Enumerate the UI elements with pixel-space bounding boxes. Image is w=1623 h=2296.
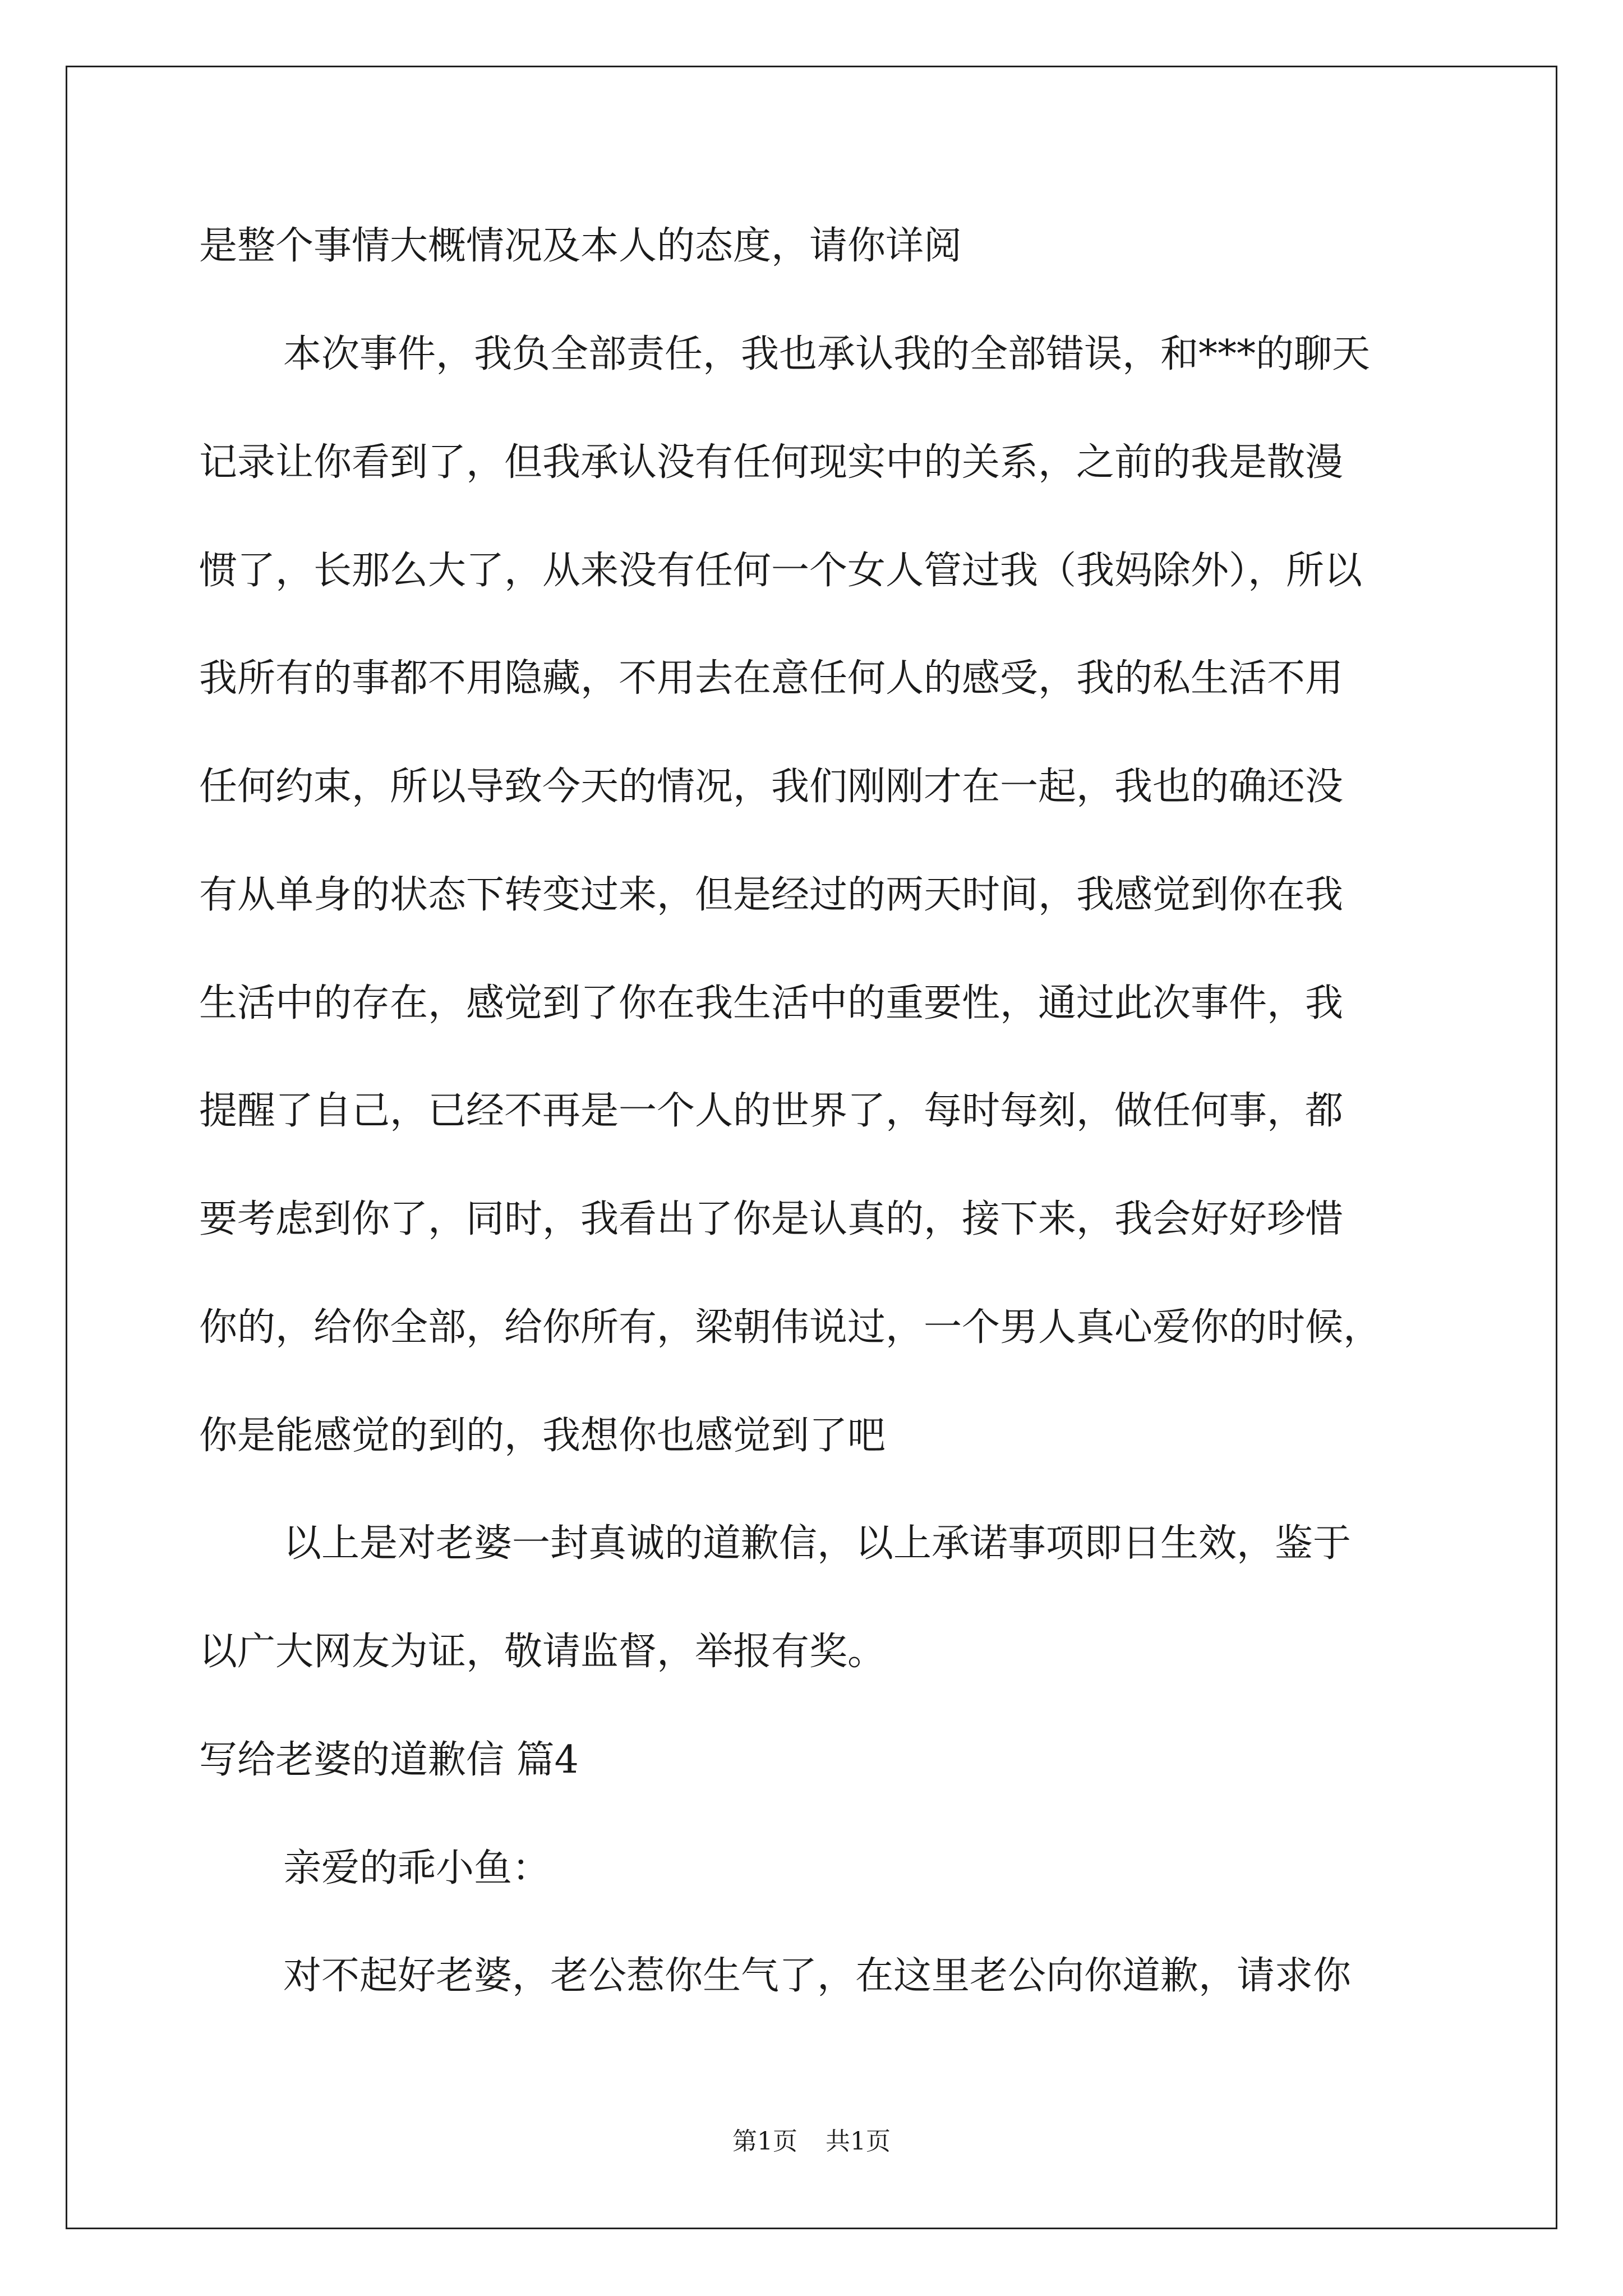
text-line: 以广大网友为证，敬请监督，举报有奖。 [199,1630,886,1674]
text-line: 生活中的存在，感觉到了你在我生活中的重要性，通过此次事件，我 [199,981,1344,1025]
text-line: 对不起好老婆，老公惹你生气了，在这里老公向你道歉，请求你 [283,1954,1352,1998]
text-line: 有从单身的状态下转变过来，但是经过的两天时间，我感觉到你在我 [199,873,1344,917]
salutation: 亲爱的乖小鱼： [283,1846,551,1890]
text-line: 惯了，长那么大了，从来没有任何一个女人管过我（我妈除外），所以 [199,549,1363,593]
text-line: 任何约束，所以导致今天的情况，我们刚刚才在一起，我也的确还没 [199,765,1344,809]
page-total: 共1页 [826,2127,891,2156]
text-line: 提醒了自己，已经不再是一个人的世界了，每时每刻，做任何事，都 [199,1089,1344,1133]
text-line: 记录让你看到了，但我承认没有任何现实中的关系，之前的我是散漫 [199,440,1344,485]
text-line: 你的，给你全部，给你所有，梁朝伟说过，一个男人真心爱你的时候， [199,1305,1382,1350]
page-footer [0,2129,1623,2154]
text-line: 以上是对老婆一封真诚的道歉信，以上承诺事项即日生效，鉴于 [283,1521,1352,1566]
text-line: 你是能感觉的到的，我想你也感觉到了吧 [199,1414,886,1458]
section-heading: 写给老婆的道歉信 篇4 [199,1738,579,1782]
text-line: 要考虑到你了，同时，我看出了你是认真的，接下来，我会好好珍惜 [199,1197,1344,1241]
text-line: 我所有的事都不用隐藏，不用去在意任何人的感受，我的私生活不用 [199,656,1344,701]
page-number: 第1页 [732,2127,797,2156]
text-line: 本次事件，我负全部责任，我也承认我的全部错误，和***的聊天 [283,332,1371,376]
page-border [66,66,1557,2229]
text-line: 是整个事情大概情况及本人的态度，请你详阅 [199,224,962,268]
